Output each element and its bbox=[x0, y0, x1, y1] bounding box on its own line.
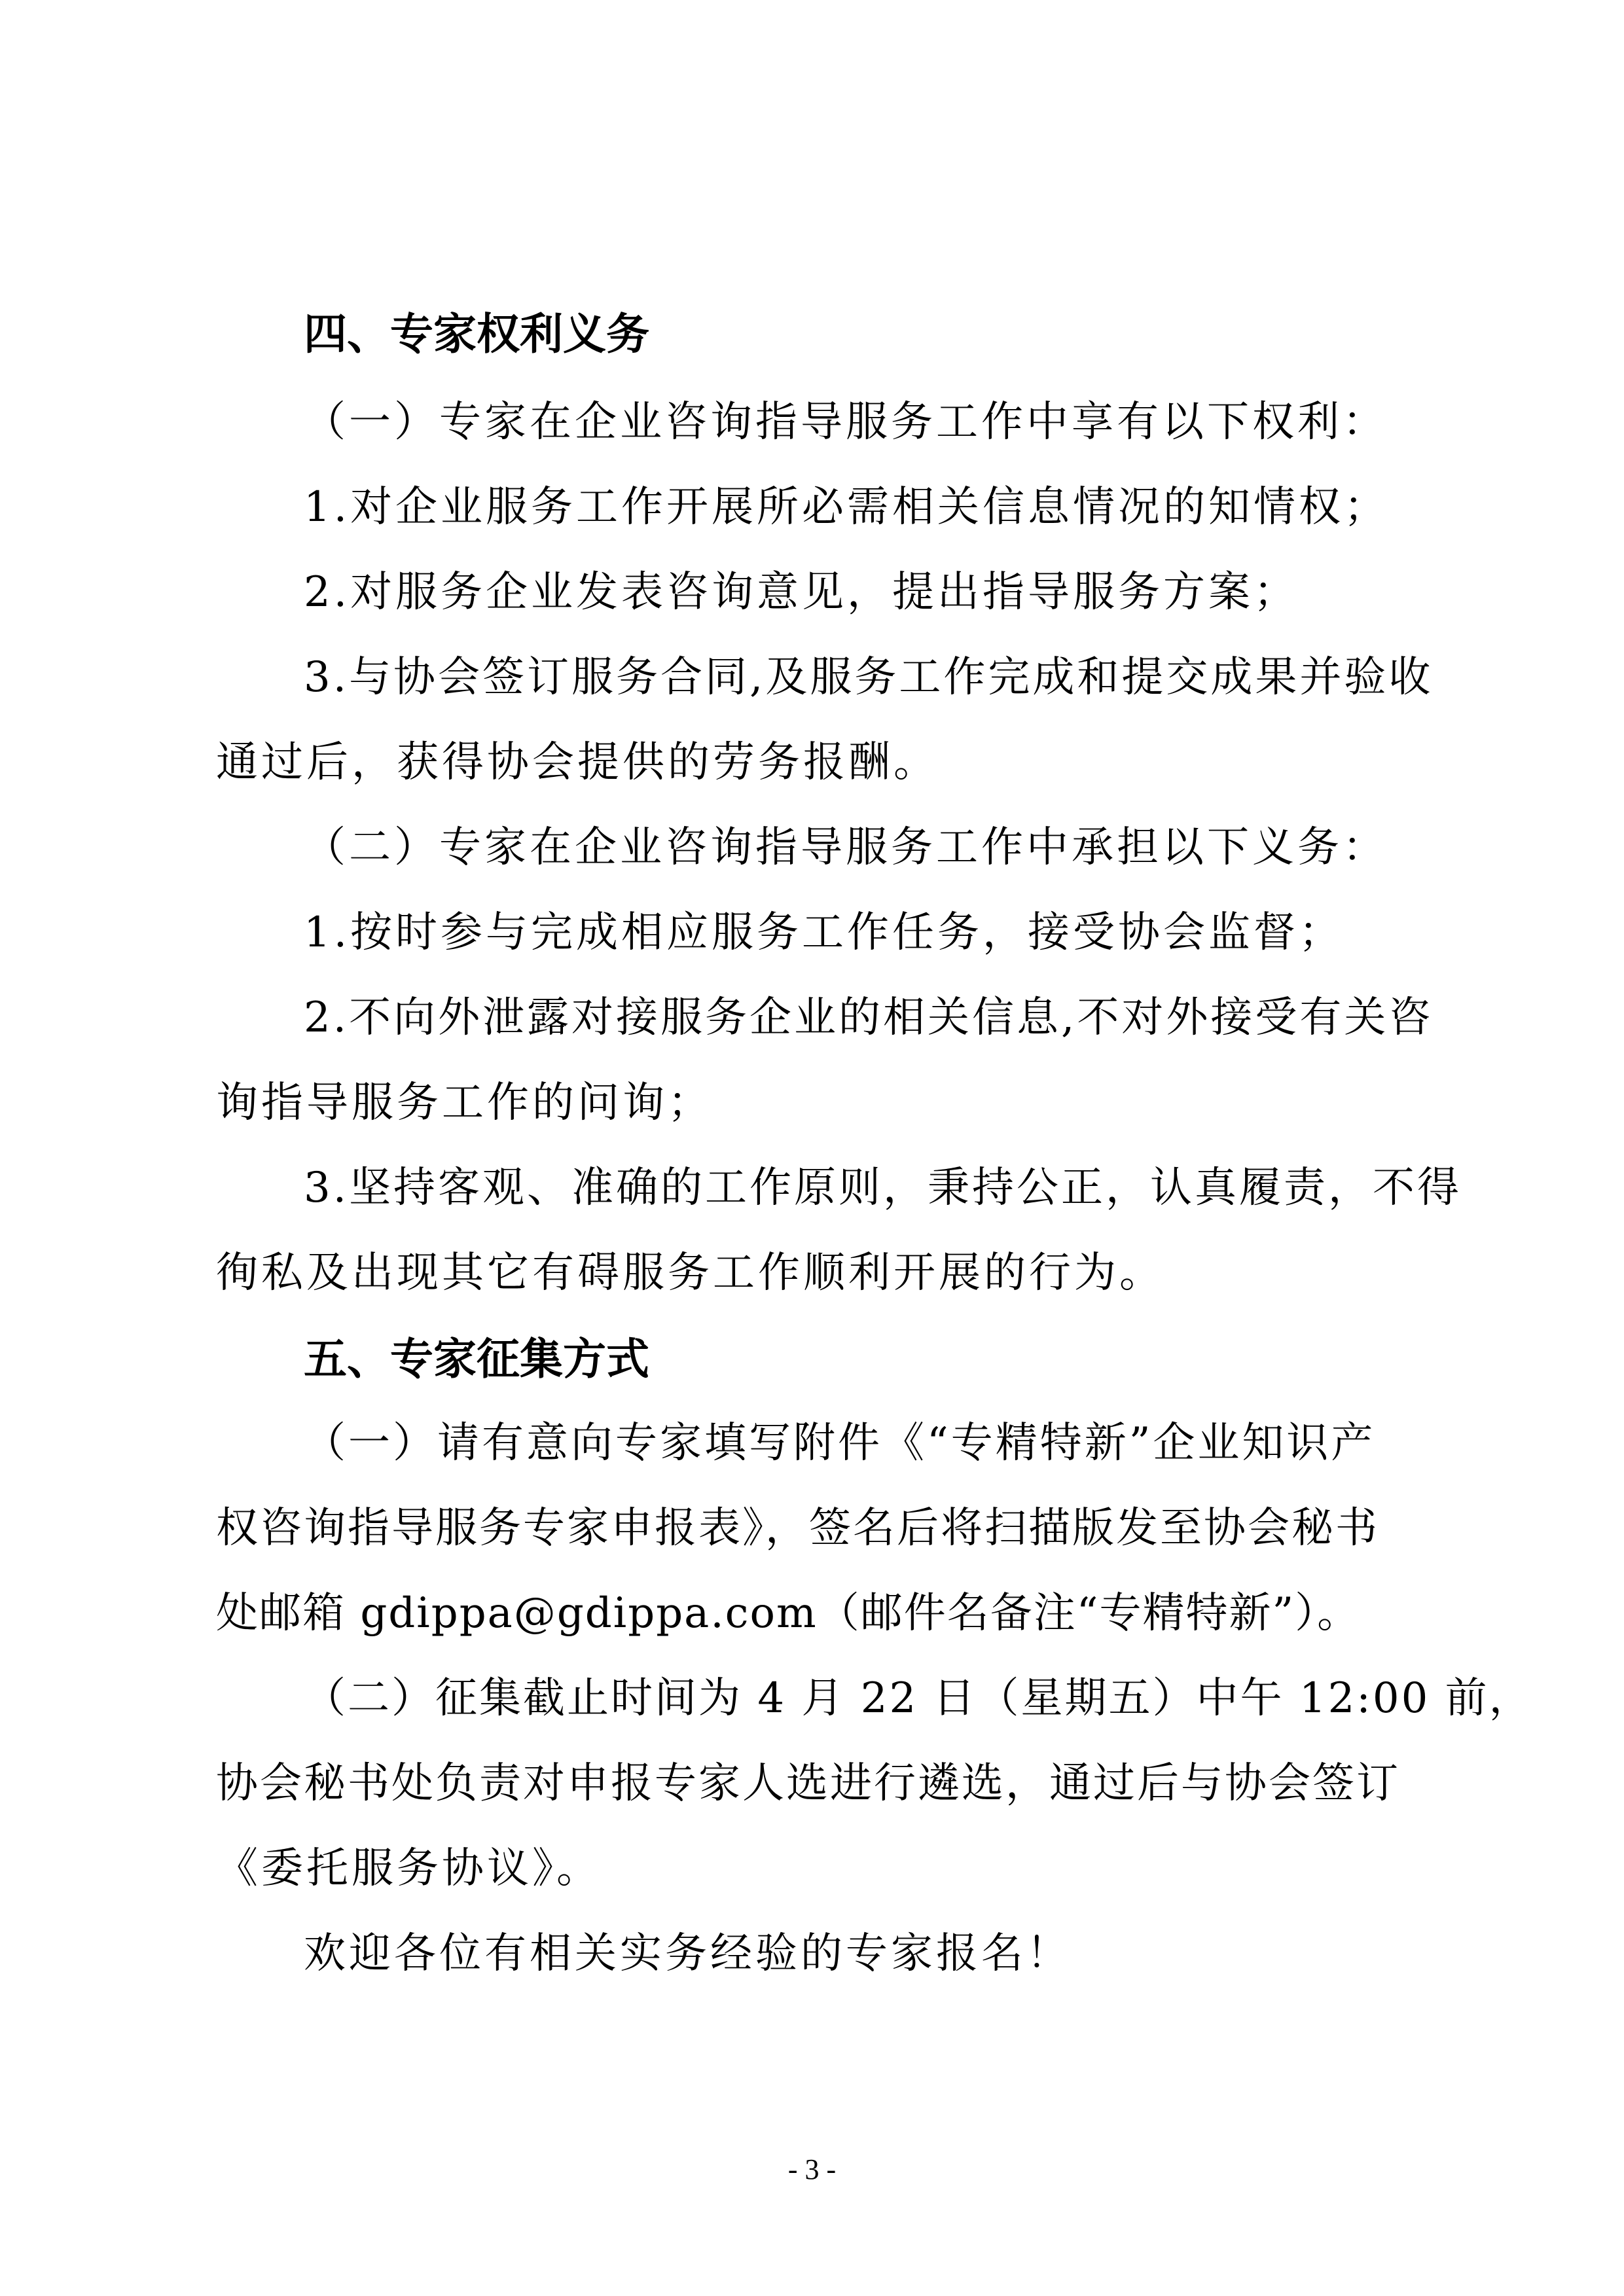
recruitment-item-1-line-3: 处邮箱 gdippa@gdippa.com（邮件名备注“专精特新”）。 bbox=[216, 1589, 1361, 1638]
obligations-item-2-line-2: 询指导服务工作的问询； bbox=[216, 1079, 713, 1127]
recruitment-item-1-line-2: 权咨询指导服务专家申报表》，签名后将扫描版发至协会秘书 bbox=[216, 1504, 1379, 1552]
subsection-rights-title: （一）专家在企业咨询指导服务工作中享有以下权利： bbox=[304, 398, 1388, 446]
recruitment-item-1-line-1: （一）请有意向专家填写附件《“专精特新”企业知识产 bbox=[304, 1419, 1376, 1467]
recruitment-item-2-line-1: （二）征集截止时间为 4 月 22 日（星期五）中午 12:00 前， bbox=[304, 1674, 1533, 1723]
rights-item-2: 2.对服务企业发表咨询意见，提出指导服务方案； bbox=[304, 568, 1299, 617]
page-number: - 3 - bbox=[787, 2153, 837, 2185]
obligations-item-2-line-1: 2.不向外泄露对接服务企业的相关信息,不对外接受有关咨 bbox=[304, 994, 1434, 1042]
obligations-item-1: 1.按时参与完成相应服务工作任务，接受协会监督； bbox=[304, 908, 1344, 957]
recruitment-item-2-line-2: 协会秘书处负责对申报专家人选进行遴选，通过后与协会签订 bbox=[216, 1759, 1400, 1808]
section-heading-recruitment: 五、专家征集方式 bbox=[304, 1334, 649, 1384]
recruitment-item-2-line-3: 《委托服务协议》。 bbox=[216, 1844, 602, 1893]
obligations-item-3-line-2: 徇私及出现其它有碍服务工作顺利开展的行为。 bbox=[216, 1249, 1164, 1297]
section-heading-rights-obligations: 四、专家权利义务 bbox=[304, 309, 649, 359]
rights-item-3-line-2: 通过后，获得协会提供的劳务报酬。 bbox=[216, 738, 939, 787]
rights-item-3-line-1: 3.与协会签订服务合同,及服务工作完成和提交成果并验收 bbox=[304, 653, 1434, 702]
rights-item-1: 1.对企业服务工作开展所必需相关信息情况的知情权； bbox=[304, 483, 1390, 531]
closing-invitation: 欢迎各位有相关实务经验的专家报名！ bbox=[304, 1929, 1072, 1978]
obligations-item-3-line-1: 3.坚持客观、准确的工作原则，秉持公正，认真履责，不得 bbox=[304, 1164, 1462, 1212]
subsection-obligations-title: （二）专家在企业咨询指导服务工作中承担以下义务： bbox=[304, 823, 1388, 872]
